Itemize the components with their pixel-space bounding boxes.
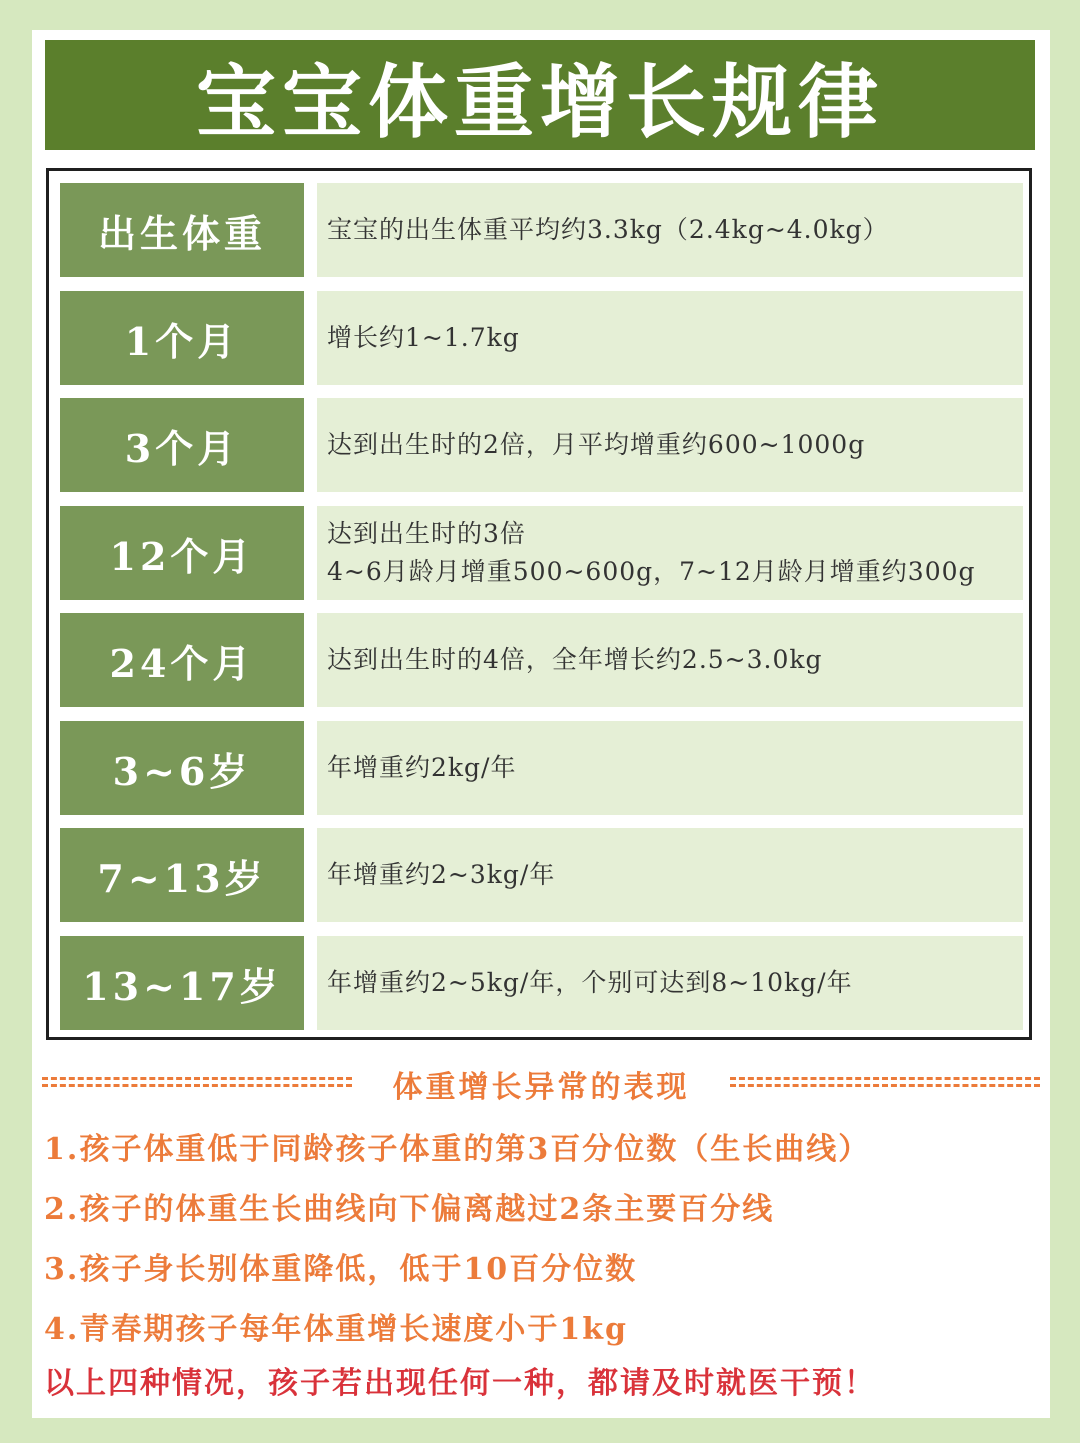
row-value-cell bbox=[317, 828, 1023, 922]
table-row bbox=[49, 291, 1029, 385]
row-label: 12个月 bbox=[109, 533, 255, 579]
row-label: 13~17岁 bbox=[82, 963, 282, 1009]
row-label: 出生体重 bbox=[97, 210, 266, 256]
row-value: 年增重约2~5kg/年，个别可达到8~10kg/年 bbox=[327, 968, 853, 997]
row-value: 达到出生时的4倍，全年增长约2.5~3.0kg bbox=[327, 645, 823, 674]
weight-growth-table bbox=[46, 168, 1032, 1040]
row-value-cell bbox=[317, 183, 1023, 277]
row-label: 3个月 bbox=[124, 425, 240, 471]
row-value: 增长约1~1.7kg bbox=[327, 323, 520, 352]
row-value-line-2: 4~6月龄月增重500~600g，7~12月龄月增重约300g bbox=[327, 557, 976, 586]
abnormal-section-header bbox=[42, 1060, 1040, 1104]
abnormal-item: 3.孩子身长别体重降低，低于10百分位数 bbox=[44, 1252, 638, 1287]
row-value-cell bbox=[317, 613, 1023, 707]
row-value-cell bbox=[317, 291, 1023, 385]
abnormal-section-title: 体重增长异常的表现 bbox=[392, 1070, 690, 1105]
row-label: 24个月 bbox=[109, 640, 255, 686]
row-value-cell bbox=[317, 506, 1023, 600]
table-row bbox=[49, 828, 1029, 922]
row-label-cell bbox=[60, 936, 304, 1030]
row-value: 达到出生时的2倍，月平均增重约600~1000g bbox=[327, 430, 866, 459]
table-row bbox=[49, 936, 1029, 1030]
row-value-cell bbox=[317, 398, 1023, 492]
title-banner bbox=[45, 40, 1035, 150]
table-row bbox=[49, 183, 1029, 277]
abnormal-item: 4.青春期孩子每年体重增长速度小于1kg bbox=[44, 1312, 628, 1347]
page-title: 宝宝体重增长规律 bbox=[196, 55, 884, 149]
dashed-divider-right bbox=[730, 1077, 1040, 1087]
abnormal-item: 2.孩子的体重生长曲线向下偏离越过2条主要百分线 bbox=[44, 1192, 775, 1227]
row-value: 宝宝的出生体重平均约3.3kg（2.4kg~4.0kg） bbox=[327, 215, 889, 244]
row-label-cell bbox=[60, 183, 304, 277]
row-value-line-1: 达到出生时的3倍 bbox=[327, 519, 526, 548]
row-label-cell bbox=[60, 506, 304, 600]
table-row bbox=[49, 613, 1029, 707]
row-label-cell bbox=[60, 398, 304, 492]
table-row bbox=[49, 398, 1029, 492]
row-label: 3~6岁 bbox=[112, 748, 252, 794]
row-label: 7~13岁 bbox=[97, 855, 267, 901]
row-label-cell bbox=[60, 828, 304, 922]
row-label: 1个月 bbox=[124, 318, 240, 364]
row-label-cell bbox=[60, 613, 304, 707]
row-value: 年增重约2kg/年 bbox=[327, 753, 517, 782]
abnormal-item: 1.孩子体重低于同龄孩子体重的第3百分位数（生长曲线） bbox=[44, 1132, 871, 1167]
table-row bbox=[49, 721, 1029, 815]
poster-card bbox=[32, 30, 1050, 1418]
warning-note: 以上四种情况，孩子若出现任何一种，都请及时就医干预！ bbox=[44, 1366, 876, 1401]
row-value-cell bbox=[317, 936, 1023, 1030]
row-label-cell bbox=[60, 721, 304, 815]
table-row bbox=[49, 506, 1029, 600]
row-value-cell bbox=[317, 721, 1023, 815]
row-label-cell bbox=[60, 291, 304, 385]
row-value: 年增重约2~3kg/年 bbox=[327, 860, 556, 889]
